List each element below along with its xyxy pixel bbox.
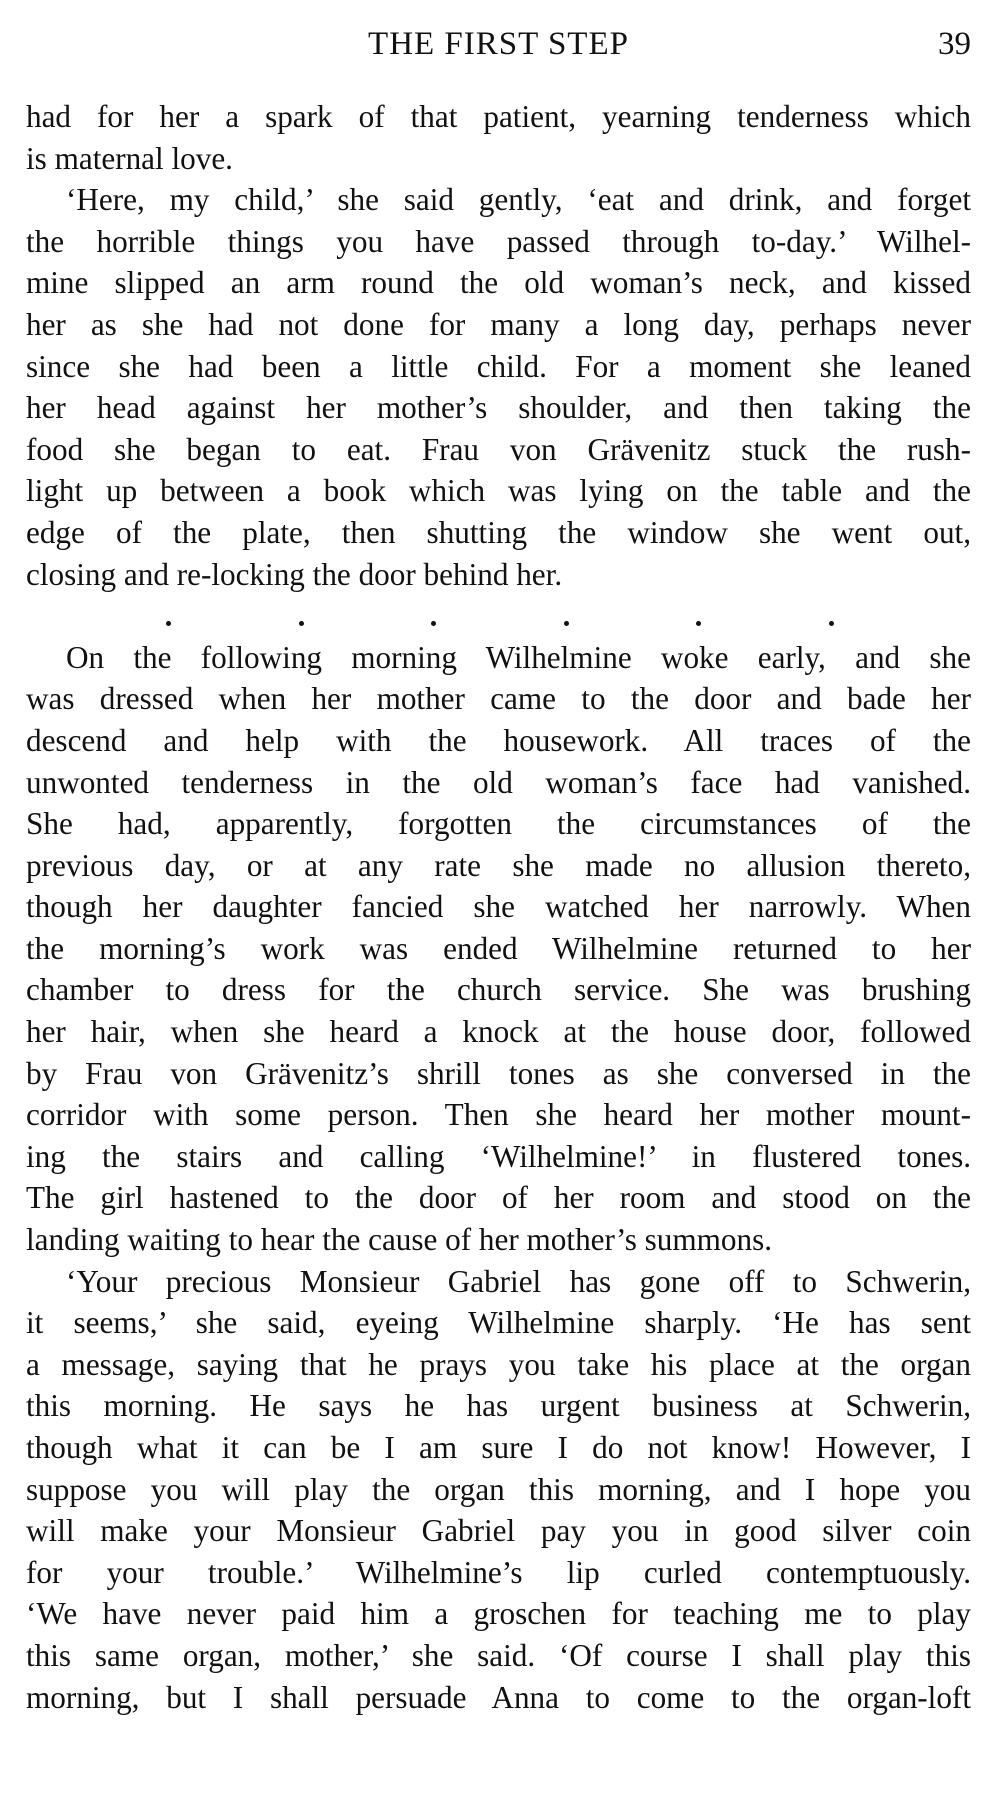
page-number: 39	[938, 26, 971, 62]
text-line: light up between a book which was lying on the table and the	[26, 473, 971, 509]
text-line: closing and re-locking the door behind her.	[26, 556, 563, 592]
text-line: it seems,’ she said, eyeing Wilhelmine sharply. ‘He has sent	[26, 1305, 971, 1341]
paragraph	[26, 179, 971, 595]
text-line: had for her a spark of that patient, yearning tenderness which	[26, 99, 971, 134]
text-line: ‘Here, my child,’ she said gently, ‘eat and drink, and forget	[66, 182, 971, 218]
text-line: her head against her mother’s shoulder, and then taking the	[26, 390, 971, 426]
text-line: suppose you will play the organ this morning, and I hope you	[26, 1471, 971, 1507]
text-line: is maternal love.	[26, 140, 233, 176]
text-line: descend and help with the housework. All traces of the	[26, 722, 971, 758]
text-line: She had, apparently, forgotten the circumstances of the	[26, 806, 971, 842]
paragraph	[26, 637, 971, 1261]
text-line: ing the stairs and calling ‘Wilhelmine!’ in flustered tones.	[26, 1138, 971, 1174]
text-line: will make your Monsieur Gabriel pay you in good silver coin	[26, 1513, 971, 1549]
section-break-dot	[299, 621, 304, 626]
text-line: though her daughter fancied she watched her narrowly. When	[26, 889, 971, 925]
body-text	[26, 96, 971, 1718]
text-line: her hair, when she heard a knock at the house door, followed	[26, 1014, 971, 1050]
text-line: ‘We have never paid him a groschen for teaching me to play	[26, 1596, 971, 1632]
paragraph	[26, 1261, 971, 1719]
text-line: this morning. He says he has urgent business at Schwerin,	[26, 1388, 971, 1424]
section-break-dot	[829, 621, 834, 626]
running-head	[26, 22, 971, 66]
text-line: mine slipped an arm round the old woman’s neck, and kissed	[26, 265, 971, 301]
chapter-title: THE FIRST STEP	[368, 26, 629, 62]
section-break-dot	[166, 621, 171, 626]
text-line: corridor with some person. Then she heard her mother mount-	[26, 1097, 971, 1133]
text-line: chamber to dress for the church service. She was brushing	[26, 972, 971, 1008]
text-line: a message, saying that he prays you take his place at the organ	[26, 1346, 971, 1382]
text-line: edge of the plate, then shutting the window she went out,	[26, 514, 971, 550]
section-break	[26, 595, 971, 637]
text-line: since she had been a little child. For a moment she leaned	[26, 348, 971, 384]
text-line: ‘Your precious Monsieur Gabriel has gone off to Schwerin,	[66, 1263, 971, 1299]
text-line: the horrible things you have passed through to-day.’ Wilhel-	[26, 223, 971, 259]
text-line: for your trouble.’ Wilhelmine’s lip curled contemptuously.	[26, 1554, 971, 1590]
text-line: The girl hastened to the door of her room and stood on the	[26, 1180, 971, 1216]
text-line: the morning’s work was ended Wilhelmine returned to her	[26, 930, 971, 966]
text-line: though what it can be I am sure I do not know! However, I	[26, 1430, 971, 1465]
text-line: this same organ, mother,’ she said. ‘Of course I shall play this	[26, 1637, 971, 1673]
text-line: her as she had not done for many a long day, perhaps never	[26, 306, 971, 342]
text-line: morning, but I shall persuade Anna to come to the organ-loft	[26, 1679, 971, 1715]
text-line: unwonted tenderness in the old woman’s face had vanished.	[26, 764, 971, 800]
text-line: On the following morning Wilhelmine woke early, and she	[66, 639, 971, 675]
text-line: landing waiting to hear the cause of her mother’s summons.	[26, 1222, 773, 1258]
text-line: food she began to eat. Frau von Grävenitz stuck the rush-	[26, 431, 971, 467]
text-line: previous day, or at any rate she made no allusion thereto,	[26, 847, 971, 883]
paragraph	[26, 96, 971, 179]
section-break-dot	[431, 621, 436, 626]
section-break-dot	[696, 621, 701, 626]
text-line: by Frau von Grävenitz’s shrill tones as she conversed in the	[26, 1055, 971, 1091]
text-line: was dressed when her mother came to the door and bade her	[26, 681, 971, 717]
section-break-dot	[564, 621, 569, 626]
